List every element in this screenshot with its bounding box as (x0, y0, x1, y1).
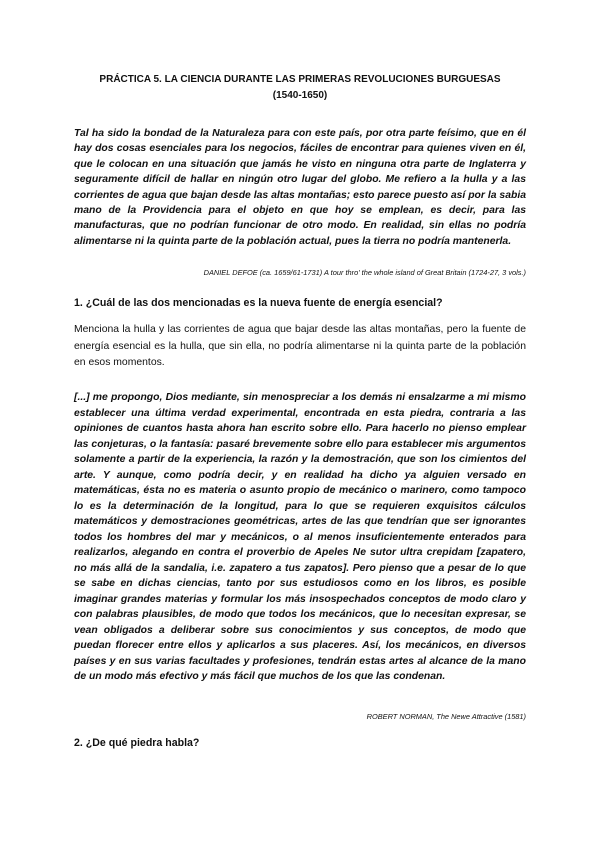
defoe-quote: Tal ha sido la bondad de la Naturaleza para con este país, por otra parte feísimo, que en él hay dos cosas esenciales para los negocios, fáciles de encontrar para quienes viven en él, que le colocan en una situación que jamás he visto en ninguna otra parte de Inglaterra y seguramente difícil de hallar en ningún otro lugar del globo. Me refiero a la hulla y a las corrientes de agua que bajan desde las altas montañas; esto parece puesto así por la sabia mano de la Providencia para el objeto en que hoy se emplean, es decir, para las manufacturas, que no podrían funcionar de otro modo. En realidad, sin ellas no podría alimentarse ni la quinta parte de la población actual, pues la tierra no podría mantenerla. (74, 128, 526, 247)
question-1: 1. ¿Cuál de las dos mencionadas es la nueva fuente de energía esencial? (74, 297, 443, 309)
question-2: 2. ¿De qué piedra habla? (74, 737, 200, 749)
answer-1: Menciona la hulla y las corrientes de agua que bajar desde las altas montañas, pero la fuente de energía esencial es la hulla, que sin ella, no podría alimentarse ni la quinta parte de la población en esos momentos. (74, 324, 526, 368)
norman-citation: ROBERT NORMAN, The Newe Attractive (1581) (366, 712, 526, 721)
title-line-1: PRÁCTICA 5. LA CIENCIA DURANTE LAS PRIMERAS REVOLUCIONES BURGUESAS (99, 74, 501, 85)
norman-quote: [...] me propongo, Dios mediante, sin menospreciar a los demás ni ensalzarme a mi mismo establecer una última verdad experimental, encontrada en esta piedra, contraria a las opiniones de cuantos hasta ahora han escrito sobre ello. Para hacerlo no pienso emplear las conjeturas, o la fantasía: pasaré brevemente sobre ello para establecer mis argumentos solamente a partir de la experiencia, la razón y la demostración, que son los cimientos del arte. Y aunque, como podría decir, y en realidad ha dicho ya alguien versado en matemáticas, ésta no es materia o asunto propio de mecánico o marinero, como tampoco lo es la determinación de la longitud, para lo que se requieren exquisitos cálculos matemáticos y demostraciones geométricas, artes de las que tendrían que ser ignorantes todos los hombres del mar y mecánicos, o al menos insuficientemente enterados para realizarlos, alegando en contra el proverbio de Apeles Ne sutor ultra crepidam [zapatero, no más allá de la sandalia, i.e. zapatero a tus zapatos]. Pero pienso que a pesar de lo que se sabe en dichas ciencias, tanto por sus estudiosos como en los libros, es posible imaginar grandes materias y formular los más insospechados conceptos de modo claro y con palabras plausibles, de modo que todos los mecánicos, que lo necesitan expresar, se vean obligados a deliberar sobre sus conocimientos y sus conceptos, de modo que puedan florecer entre ellos y aplicarlos a sus placeres. Así, los mecánicos, en diversos países y en sus varias facultades y profesiones, tendrán estas artes al alcance de la mano de un modo más efectivo y más fácil que muchos de los que las condenan. (74, 392, 526, 682)
defoe-citation: DANIEL DEFOE (ca. 1659/61-1731) A tour thro' the whole island of Great Britain (1724-27, 3 vols.) (203, 268, 526, 277)
title-line-2: (1540-1650) (272, 90, 328, 101)
page-title (60, 72, 540, 104)
